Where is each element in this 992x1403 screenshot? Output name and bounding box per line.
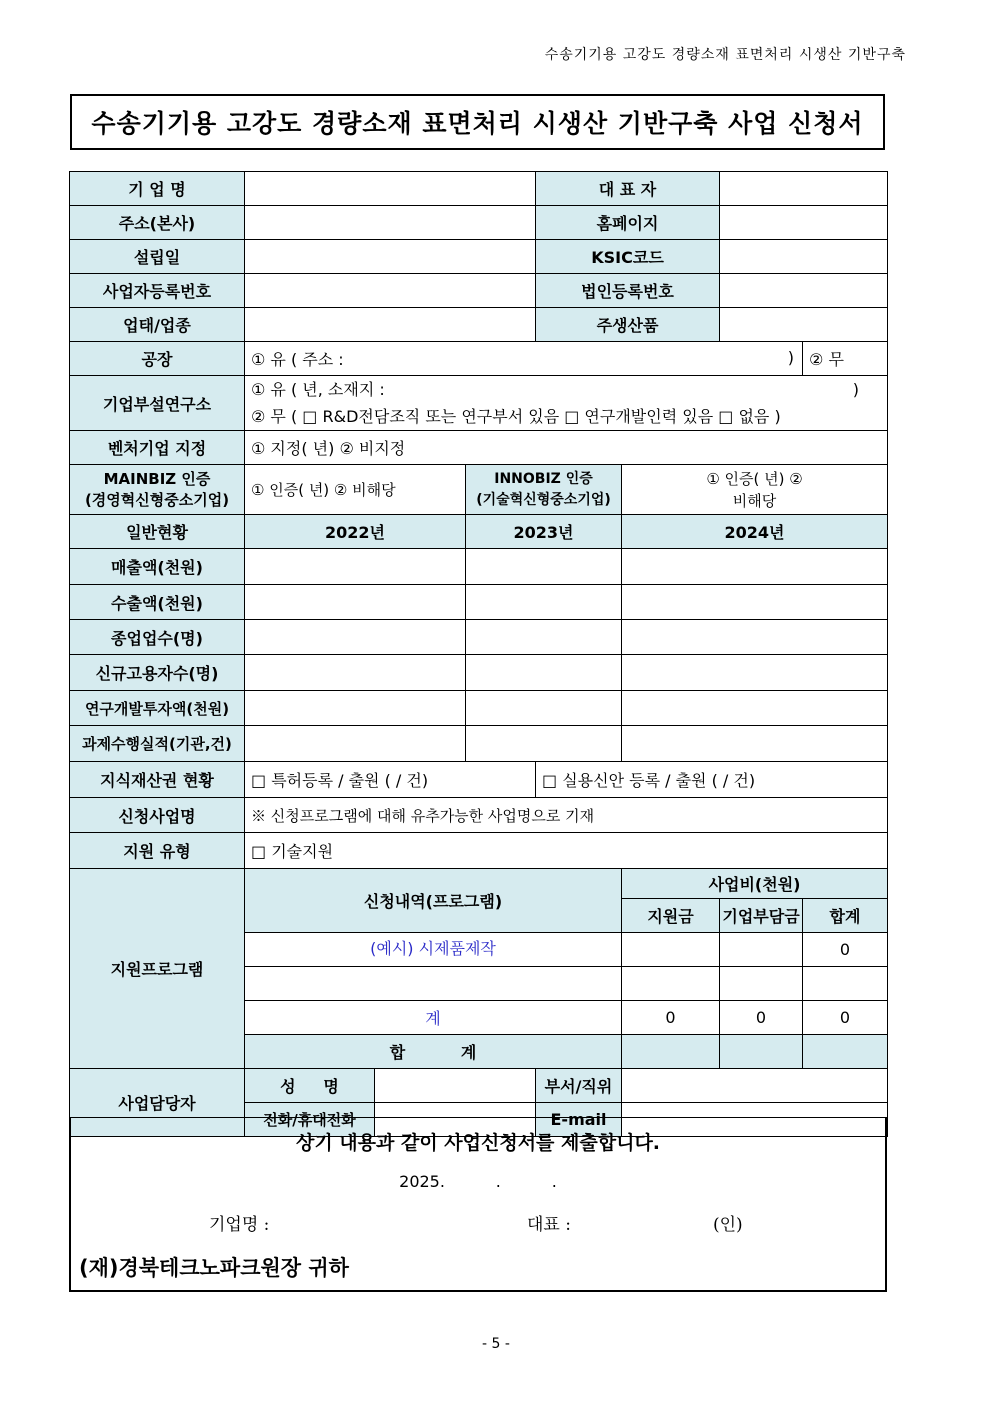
program-cell[interactable] xyxy=(720,967,803,1001)
application-form xyxy=(69,171,888,1137)
ip-label: 지식재산권 현황 xyxy=(70,762,245,798)
general-cell[interactable] xyxy=(622,585,888,620)
general-cell[interactable] xyxy=(622,726,888,762)
contact-phone-label: 전화/휴대전화 xyxy=(245,1103,375,1137)
contact-name-label: 성 명 xyxy=(245,1069,375,1103)
program-subtotal-label: 계 xyxy=(245,1001,622,1035)
corp-reg-label: 법인등록번호 xyxy=(536,274,720,308)
general-cell[interactable] xyxy=(622,620,888,655)
project-name-label: 신청사업명 xyxy=(70,798,245,833)
program-label: 지원프로그램 xyxy=(70,869,245,1069)
form-title: 수송기기용 고강도 경량소재 표면처리 시생산 기반구축 사업 신청서 xyxy=(70,94,885,150)
program-example-total: 0 xyxy=(803,933,888,967)
declaration-seal: (인) xyxy=(713,1215,743,1235)
program-budget-header: 사업비(천원) xyxy=(622,869,888,899)
mainbiz-title: MAINBIZ 인증 xyxy=(103,469,211,488)
ceo-field[interactable] xyxy=(720,172,888,206)
general-cell[interactable] xyxy=(466,549,622,585)
general-cell[interactable] xyxy=(622,549,888,585)
general-item: 수출액(천원) xyxy=(70,585,245,620)
innobiz-opt-line1: ① 인증( 년) ② xyxy=(706,469,803,488)
general-cell[interactable] xyxy=(466,691,622,726)
ip-patent[interactable]: □ 특허등록 / 출원 ( / 건) xyxy=(245,762,536,798)
lab-yes-line xyxy=(251,376,881,403)
lab-no-line: ② 무 ( □ R&D전담조직 또는 연구부서 있음 □ 연구개발인력 있음 □ 없음 ) xyxy=(251,407,781,426)
declaration-company-label: 기업명 : xyxy=(209,1215,270,1235)
support-type-value[interactable]: □ 기술지원 xyxy=(245,833,888,869)
program-subtotal-company: 0 xyxy=(720,1001,803,1035)
factory-yes-option[interactable] xyxy=(245,342,803,376)
ip-utility[interactable]: □ 실용신안 등록 / 출원 ( / 건) xyxy=(536,762,888,798)
general-item: 매출액(천원) xyxy=(70,549,245,585)
general-cell[interactable] xyxy=(622,691,888,726)
corp-reg-field[interactable] xyxy=(720,274,888,308)
innobiz-subtitle: (기술혁신형중소기업) xyxy=(476,491,611,508)
program-example[interactable]: (예시) 시제품제작 xyxy=(245,933,622,967)
main-product-label: 주생산품 xyxy=(536,308,720,342)
contact-label: 사업담당자 xyxy=(70,1069,245,1137)
factory-paren: ) xyxy=(787,348,795,367)
address-label: 주소(본사) xyxy=(70,206,245,240)
lab-options[interactable] xyxy=(245,376,888,431)
contact-name-field[interactable] xyxy=(375,1069,536,1103)
program-cell[interactable] xyxy=(803,967,888,1001)
general-cell[interactable] xyxy=(245,585,466,620)
program-company-header: 기업부담금 xyxy=(720,899,803,933)
program-subtotal-support: 0 xyxy=(622,1001,720,1035)
factory-yes-text: ① 유 ( 주소 : xyxy=(251,350,344,369)
ceo-label: 대 표 자 xyxy=(536,172,720,206)
factory-label: 공장 xyxy=(70,342,245,376)
company-name-field[interactable] xyxy=(245,172,536,206)
year-2024: 2024년 xyxy=(622,515,888,549)
support-type-label: 지원 유형 xyxy=(70,833,245,869)
general-label: 일반현황 xyxy=(70,515,245,549)
lab-label: 기업부설연구소 xyxy=(70,376,245,431)
biz-reg-field[interactable] xyxy=(245,274,536,308)
homepage-field[interactable] xyxy=(720,206,888,240)
program-content-header: 신청내역(프로그램) xyxy=(245,869,622,933)
program-grand-cell xyxy=(622,1035,720,1069)
biz-type-field[interactable] xyxy=(245,308,536,342)
declaration-box xyxy=(69,1117,887,1292)
program-cell[interactable] xyxy=(622,933,720,967)
lab-yes-paren: ) xyxy=(852,380,860,399)
program-total-header: 합계 xyxy=(803,899,888,933)
general-cell[interactable] xyxy=(622,655,888,691)
general-item: 과제수행실적(기관,건) xyxy=(70,726,245,762)
innobiz-title: INNOBIZ 인증 xyxy=(494,470,593,487)
general-item: 연구개발투자액(천원) xyxy=(70,691,245,726)
mainbiz-subtitle: (경영혁신형중소기업) xyxy=(84,490,230,509)
running-header: 수송기기용 고강도 경량소재 표면처리 시생산 기반구축 xyxy=(544,47,906,63)
program-cell[interactable] xyxy=(622,967,720,1001)
homepage-label: 홈페이지 xyxy=(536,206,720,240)
general-cell[interactable] xyxy=(466,620,622,655)
general-cell[interactable] xyxy=(466,655,622,691)
ksic-label: KSIC코드 xyxy=(536,240,720,274)
declaration-addressee: (재)경북테크노파크원장 귀하 xyxy=(79,1256,349,1280)
program-cell[interactable] xyxy=(720,933,803,967)
program-grand-total-label: 합 계 xyxy=(245,1035,622,1069)
page-number: - 5 - xyxy=(482,1336,510,1352)
company-name-label: 기 업 명 xyxy=(70,172,245,206)
general-item: 종업업수(명) xyxy=(70,620,245,655)
general-cell[interactable] xyxy=(245,726,466,762)
program-grand-cell xyxy=(720,1035,803,1069)
year-2023: 2023년 xyxy=(466,515,622,549)
program-cell[interactable] xyxy=(245,967,622,1001)
factory-no-option[interactable]: ② 무 xyxy=(803,342,888,376)
biz-type-label: 업태/업종 xyxy=(70,308,245,342)
innobiz-opt-line2: 비해당 xyxy=(732,491,777,510)
venture-options[interactable]: ① 지정( 년) ② 비지정 xyxy=(245,431,888,465)
address-field[interactable] xyxy=(245,206,536,240)
general-cell[interactable] xyxy=(245,691,466,726)
innobiz-label xyxy=(466,465,622,515)
contact-dept-label: 부서/직위 xyxy=(536,1069,622,1103)
mainbiz-options[interactable]: ① 인증( 년) ② 비해당 xyxy=(245,465,466,515)
general-item: 신규고용자수(명) xyxy=(70,655,245,691)
general-cell[interactable] xyxy=(245,655,466,691)
contact-dept-field[interactable] xyxy=(622,1069,888,1103)
project-name-note[interactable]: ※ 신청프로그램에 대해 유추가능한 사업명으로 기재 xyxy=(245,798,888,833)
mainbiz-label xyxy=(70,465,245,515)
declaration-statement: 상기 내용과 같이 사업신청서를 제출합니다. xyxy=(295,1132,661,1154)
contact-email-label: E-mail xyxy=(536,1103,622,1137)
lab-yes-text: ① 유 ( 년, 소재지 : xyxy=(251,380,385,399)
venture-label: 벤처기업 지정 xyxy=(70,431,245,465)
founded-field[interactable] xyxy=(245,240,536,274)
biz-reg-label: 사업자등록번호 xyxy=(70,274,245,308)
general-cell[interactable] xyxy=(245,549,466,585)
declaration-ceo-label: 대표 : xyxy=(527,1215,571,1235)
ksic-field[interactable] xyxy=(720,240,888,274)
declaration-date[interactable]: 2025. . . xyxy=(399,1172,557,1191)
main-product-field[interactable] xyxy=(720,308,888,342)
innobiz-options[interactable] xyxy=(622,465,888,515)
program-grand-cell xyxy=(803,1035,888,1069)
founded-label: 설립일 xyxy=(70,240,245,274)
year-2022: 2022년 xyxy=(245,515,466,549)
general-cell[interactable] xyxy=(466,585,622,620)
program-subtotal-total: 0 xyxy=(803,1001,888,1035)
general-cell[interactable] xyxy=(466,726,622,762)
program-support-header: 지원금 xyxy=(622,899,720,933)
general-cell[interactable] xyxy=(245,620,466,655)
